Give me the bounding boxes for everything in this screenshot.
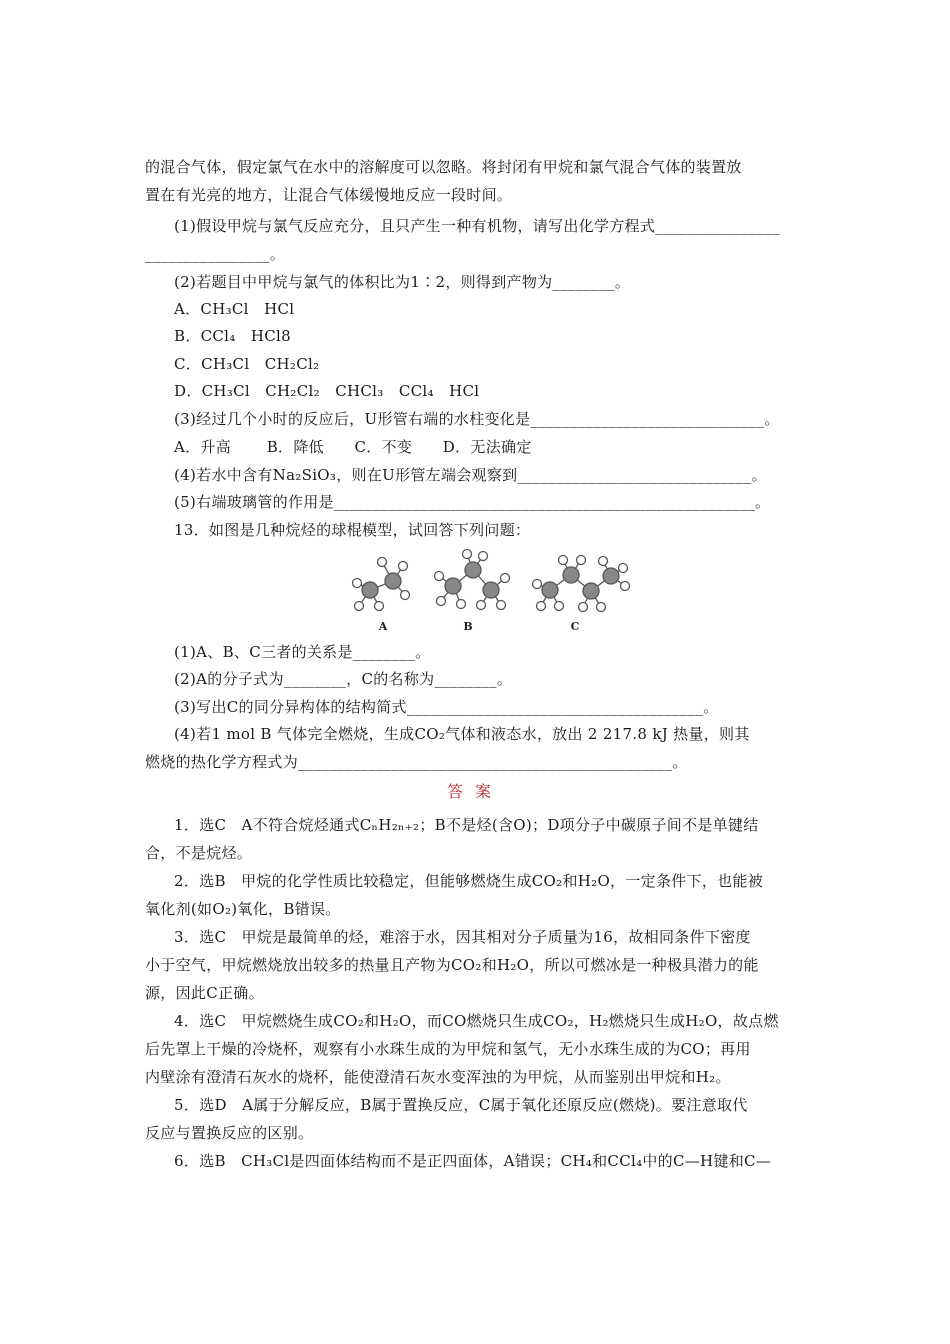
option-line: B．CCl₄ HCl8 — [174, 327, 291, 345]
text-line: (3)写出C的同分异构体的结构简式______________________________________。 — [174, 698, 719, 716]
answer-line: 后先罩上干燥的冷烧杯，观察有小水珠生成的为甲烷和氢气，无小水珠生成的为CO；再用 — [145, 1040, 751, 1058]
option-line: D．CH₃Cl CH₂Cl₂ CHCl₃ CCl₄ HCl — [174, 382, 480, 400]
answer-line: 2．选B 甲烷的化学性质比较稳定，但能够燃烧生成CO₂和H₂O，一定条件下，也能被 — [174, 872, 764, 890]
model-b — [435, 550, 510, 610]
option-line: C．CH₃Cl CH₂Cl₂ — [174, 355, 320, 373]
answer-line: 源，因此C正确。 — [145, 984, 264, 1002]
answer-line: 反应与置换反应的区别。 — [145, 1124, 314, 1142]
answer-line: 5．选D A属于分解反应，B属于置换反应，C属于氧化还原反应(燃烧)。要注意取代 — [174, 1096, 748, 1114]
text-line: (1)假设甲烷与氯气反应充分，且只产生一种有机物，请写出化学方程式________________ — [174, 217, 780, 235]
answer-line: 1．选C A不符合烷烃通式CₙH₂ₙ₊₂；B不是烃(含O)；D项分子中碳原子间不是单键结 — [174, 816, 759, 834]
option-line: A．升高 B．降低 C．不变 D．无法确定 — [174, 438, 532, 456]
text-line: ________________。 — [145, 245, 286, 263]
answer-line: 3．选C 甲烷是最简单的烃，难溶于水，因其相对分子质量为16，故相同条件下密度 — [174, 928, 751, 946]
model-c — [533, 556, 630, 612]
text-line: 燃烧的热化学方程式为________________________________________________。 — [145, 753, 688, 771]
answer-line: 6．选B CH₃Cl是四面体结构而不是正四面体，A错误；CH₄和CCl₄中的C—H键和C— — [174, 1152, 772, 1170]
answer-line: 合，不是烷烃。 — [145, 844, 253, 862]
model-a — [353, 558, 410, 611]
text-line: (2)若题目中甲烷与氯气的体积比为1∶2，则得到产物为________。 — [174, 273, 631, 291]
figure-label-b: B — [463, 620, 473, 633]
answer-line: 氧化剂(如O₂)氧化，B错误。 — [145, 900, 341, 918]
answer-line: 内壁涂有澄清石灰水的烧杯，能使澄清石灰水变浑浊的为甲烷，从而鉴别出甲烷和H₂。 — [145, 1068, 731, 1086]
answer-title: 答案 — [446, 782, 503, 801]
text-line: 的混合气体，假定氯气在水中的溶解度可以忽略。将封闭有甲烷和氯气混合气体的装置放 — [145, 158, 742, 176]
answer-line: 小于空气，甲烷燃烧放出较多的热量且产物为CO₂和H₂O，所以可燃冰是一种极具潜力的能 — [145, 956, 759, 974]
text-line: (5)右端玻璃管的作用是______________________________________________________。 — [174, 493, 771, 511]
text-line: (1)A、B、C三者的关系是________。 — [174, 643, 431, 661]
text-line: (4)若水中含有Na₂SiO₃，则在U形管左端会观察到______________________________。 — [174, 466, 767, 484]
answer-line: 4．选C 甲烷燃烧生成CO₂和H₂O，而CO燃烧只生成CO₂，H₂燃烧只生成H₂O，故点燃 — [174, 1012, 779, 1030]
text-line: (4)若1 mol B 气体完全燃烧，生成CO₂气体和液态水，放出 2 217.8 kJ 热量，则其 — [174, 725, 750, 743]
figure-label-c: C — [570, 620, 580, 633]
text-line: 置在有光亮的地方，让混合气体缓慢地反应一段时间。 — [145, 186, 513, 204]
ball-stick-models-figure — [345, 548, 635, 638]
text-line: (3)经过几个小时的反应后，U形管右端的水柱变化是______________________________。 — [174, 410, 780, 428]
figure-label-a: A — [378, 620, 388, 633]
option-line: A．CH₃Cl HCl — [174, 300, 295, 318]
text-line: (2)A的分子式为________，C的名称为________。 — [174, 670, 513, 688]
question-heading: 13．如图是几种烷烃的球棍模型，试回答下列问题： — [174, 521, 531, 539]
